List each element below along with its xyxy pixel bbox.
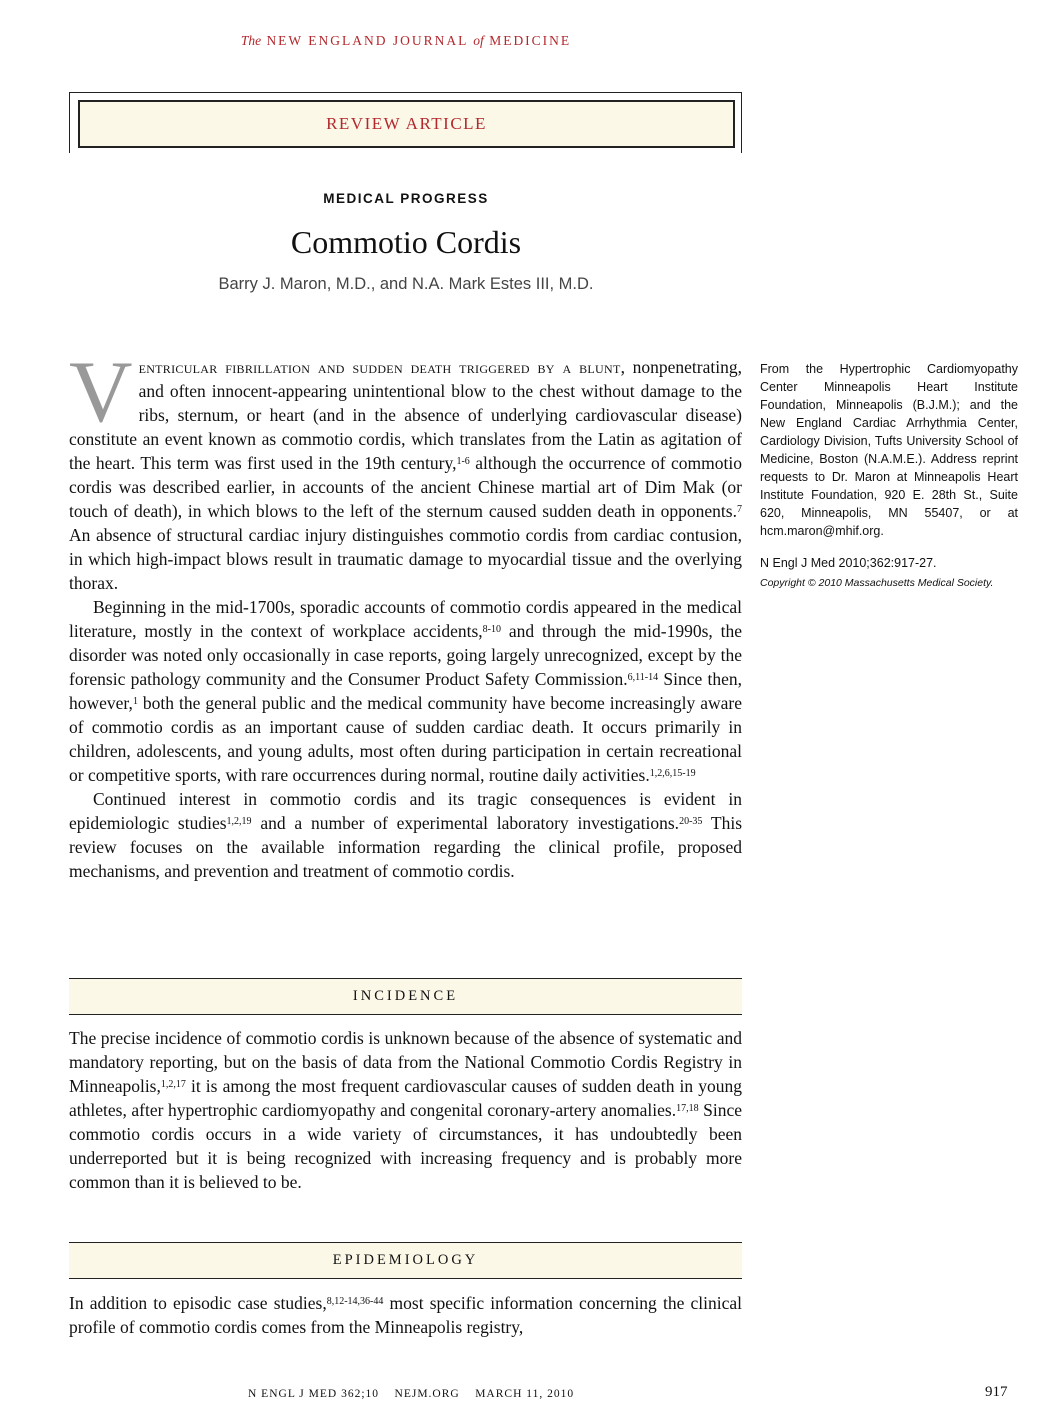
reference: 8,12-14,36-44	[326, 1296, 384, 1307]
intro-paragraph-3: Continued interest in commotio cordis and its tragic consequences is evident in epidemiologic studies$^{1,2,19}$ and a number of experimental laboratory investigations.$^{20-35}$ This review focuses on the available information regarding the clinical profile, proposed mechanisms, and prevention and treatment of commotio cordis.	[69, 789, 743, 881]
journal-the: The	[240, 33, 262, 48]
reference: 17,18	[676, 1103, 699, 1114]
reference: 6,11-14	[627, 672, 659, 683]
epidemiology-heading: EPIDEMIOLOGY	[69, 1242, 742, 1279]
reference: 7	[737, 504, 742, 515]
incidence-body	[69, 1026, 742, 1194]
intro-paragraph-2: Beginning in the mid-1700s, sporadic accounts of commotio cordis appeared in the medical literature, mostly in the context of workplace accidents,$^{8-10}$ and through the mid-1990s, the disorder was noted only occasionally in case reports, going largely unrecognized, except by the forensic pathology community and the Consumer Product Safety Commission.$^{6,11-14}$ Since then, however,$^1$ both the general public and the medical community have become increasingly aware of commotio cordis as an important cause of sudden cardiac death. It occurs primarily in children, adolescents, and young adults, most often during participation in certain recreational or competitive sports, with rare occurrences during normal, routine daily activities.$^{1,2,6,15-19}$	[69, 597, 743, 785]
intro-paragraph-1: Ventricular fibrillation and sudden death triggered by a blunt, nonpenetrating, and often innocent-appearing unintentional blow to the chest without damage to the ribs, sternum, or heart (and in the absence of underlying cardiovascular disease) constitute an event known as commotio cordis, which translates from the Latin as agitation of the heart. This term was first used in the 19th century,$^{1-6}$ although the occurrence of commotio cordis was described earlier, in accounts of the ancient Chinese martial art of Dim Mak (or touch of death), in which blows to the left of the sternum caused sudden death in opponents.$^7$ An absence of structural cardiac injury distinguishes commotio cordis from cardiac contusion, in which high-impact blows result in traumatic damage to myocardial tissue and the overlying thorax.	[69, 344, 742, 593]
page-footer: N ENGL J MED 362;10 NEJM.ORG MARCH 11, 2010	[248, 1388, 575, 1400]
incidence-paragraph: The precise incidence of commotio cordis is unknown because of the absence of systematic and mandatory reporting, but on the basis of data from the National Commotio Cordis Registry in Minneapolis,$^{1,2,17}$ it is among the most frequent cardiovascular causes of sudden death in young athletes, after hypertrophic cardiomyopathy and congenital coronary-artery anomalies.$^{17,18}$ Since commotio cordis occurs in a wide variety of circumstances, it has undoubtedly been underreported but it is being recognized with increasing frequency and is probably more common than it is believed to be.	[69, 1028, 742, 1192]
section-kicker: MEDICAL PROGRESS	[323, 191, 489, 206]
lead-in: entricular fibrillation and sudden death triggered by a blunt,	[138, 357, 626, 377]
copyright: Copyright © 2010 Massachusetts Medical Society.	[760, 577, 994, 589]
author-affiliation: From the Hypertrophic Cardiomyopathy Center Minneapolis Heart Institute Foundation, Minneapolis (B.J.M.); and the New England Cardiac Arrhythmia Center, Cardiology Division, Tufts University School of Medicine, Boston (N.A.M.E.). Address reprint requests to Dr. Maron at Minneapolis Heart Institute Foundation, 920 E. 28th St., Suite 620, Minneapolis, MN 55407, or at hcm.maron@mhif.org.	[760, 362, 1018, 538]
article-title: Commotio Cordis	[290, 224, 522, 260]
article-type-frame	[69, 92, 742, 153]
journal-header	[70, 33, 742, 49]
reference: 8-10	[482, 624, 501, 635]
journal-name-b: MEDICINE	[489, 33, 572, 48]
page-number: 917	[985, 1384, 1008, 1400]
epidemiology-body	[69, 1291, 742, 1339]
intro-body	[69, 344, 743, 883]
journal-name-a: NEW ENGLAND JOURNAL	[266, 33, 468, 48]
citation: N Engl J Med 2010;362:917-27.	[760, 556, 937, 570]
reference: 1,2,17	[160, 1079, 186, 1090]
article-type-label: REVIEW ARTICLE	[78, 100, 735, 148]
reference: 1,2,19	[226, 816, 252, 827]
journal-of: of	[473, 33, 484, 48]
reference: 1	[132, 696, 138, 707]
sidebar-notes	[760, 360, 1018, 592]
incidence-heading: INCIDENCE	[69, 978, 742, 1015]
epidemiology-paragraph: In addition to episodic case studies,$^{8,12-14,36-44}$ most specific information concerning the clinical profile of commotio cordis comes from the Minneapolis registry,	[69, 1293, 742, 1337]
reference: 1-6	[456, 456, 470, 467]
drop-cap: V	[69, 344, 133, 441]
article-authors: Barry J. Maron, M.D., and N.A. Mark Estes III, M.D.	[218, 275, 594, 293]
reference: 20-35	[679, 816, 703, 827]
reference: 1,2,6,15-19	[649, 768, 696, 779]
